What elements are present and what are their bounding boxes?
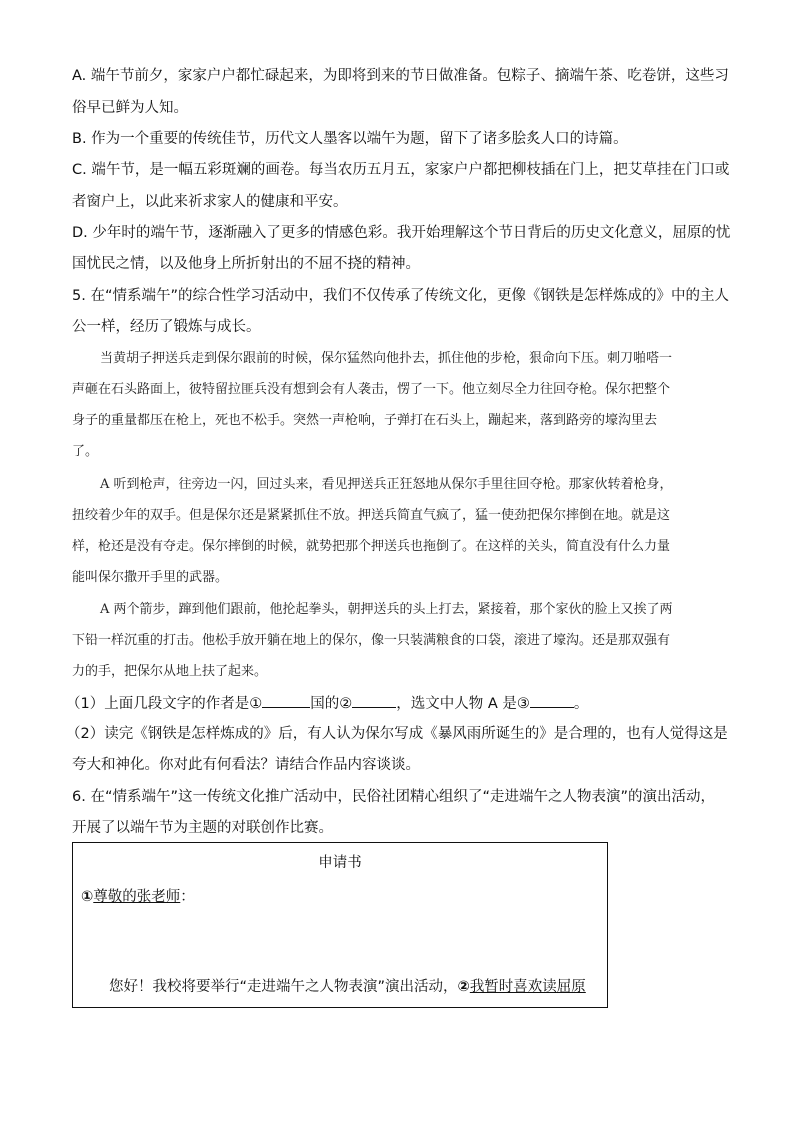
letter-body [109,977,586,997]
application-letter-box [72,842,608,1008]
q5-sub2-line-2: 夸大和神化。你对此有何看法？请结合作品内容谈谈。 [72,757,420,773]
salutation-text: 尊敬的张老师 [93,889,181,905]
q5-sub1-part-c: ，选文中人物 A 是③ [396,696,530,712]
marker-2: ② [457,979,470,995]
q5-sub2-line-1: （2）读完《钢铁是怎样炼成的》后，有人认为保尔写成《暴风雨所诞生的》是合理的，也有人觉得这是 [66,726,728,742]
passage-line-1: 当黄胡子押送兵走到保尔跟前的时候，保尔猛然向他扑去，抓住他的步枪，狠命向下压。刺刀啪嗒一 [100,351,673,366]
letter-salutation [81,887,195,907]
letter-body-part-a: 您好！我校将要举行“走进端午之人物表演”演出活动， [109,979,458,995]
q5-sub1-part-b: 国的② [310,696,353,712]
passage-line-6: 扭绞着少年的双手。但是保尔还是紧紧抓住不放。押送兵简直气疯了，猛一使劲把保尔摔倒在地。就是这 [72,508,671,523]
option-a-line-1: A. 端午节前夕，家家户户都忙碌起来，为即将到来的节日做准备。包粽子、摘端午茶、吃卷饼，这些习 [72,68,729,84]
q6-stem-line-1: 6. 在“情系端午”这一传统文化推广活动中，民俗社团精心组织了“走进端午之人物表演”的演出活动， [72,789,715,805]
q5-stem-line-1: 5. 在“情系端午”的综合性学习活动中，我们不仅传承了传统文化，更像《钢铁是怎样炼成的》中的主人 [72,288,729,304]
q5-sub1 [66,693,588,714]
option-c-line-2: 者窗户上，以此来祈求家人的健康和平安。 [72,194,348,210]
salutation-colon: ： [180,889,195,905]
passage-line-11: 力的手，把保尔从地上扶了起来。 [72,664,268,679]
passage-line-5: A 听到枪声，往旁边一闪，回过头来，看见押送兵正狂怒地从保尔手里往回夺枪。那家伙转着枪身， [100,477,673,492]
q6-stem-line-2: 开展了以端午节为主题的对联创作比赛。 [72,820,333,836]
passage-line-10: 下铅一样沉重的打击。他松手放开躺在地上的保尔，像一只装满粮食的口袋，滚进了壕沟。还是那双强有 [72,633,671,648]
q5-sub1-part-d: 。 [573,696,589,712]
option-b-line-1: B. 作为一个重要的传统佳节，历代文人墨客以端午为题，留下了诸多脍炙人口的诗篇。 [72,131,628,147]
option-d-line-1: D. 少年时的端午节，逐渐融入了更多的情感色彩。我开始理解这个节日背后的历史文化意义，屈原的忧 [72,225,731,241]
passage-line-2: 声砸在石头路面上，彼特留拉匪兵没有想到会有人袭击，愣了一下。他立刻尽全力往回夺枪。保尔把整个 [72,382,671,397]
answer-blank-1[interactable] [262,693,310,708]
answer-blank-3[interactable] [530,693,574,708]
letter-title: 申请书 [318,855,362,871]
option-d-line-2: 国忧民之情，以及他身上所折射出的不屈不挠的精神。 [72,256,420,272]
q5-sub1-part-a: （1）上面几段文字的作者是① [66,696,263,712]
passage-line-3: 身子的重量都压在枪上，死也不松手。突然一声枪响，子弹打在石头上，蹦起来，落到路旁的壕沟里去 [72,413,658,428]
letter-body-part-b: 我暂时喜欢读屈原 [469,979,586,995]
passage-line-9: A 两个箭步，蹿到他们跟前，他抡起拳头，朝押送兵的头上打去，紧接着，那个家伙的脸上又挨了两 [100,602,673,617]
option-c-line-1: C. 端午节，是一幅五彩斑斓的画卷。每当农历五月五，家家户户都把柳枝插在门上，把艾草挂在门口或 [72,162,730,178]
answer-blank-2[interactable] [352,693,396,708]
option-a-line-2: 俗早已鲜为人知。 [72,100,188,116]
marker-1: ① [81,889,94,905]
passage-line-4: 了。 [72,444,99,459]
passage-line-8: 能叫保尔撒开手里的武器。 [72,570,229,585]
q5-stem-line-2: 公一样，经历了锻炼与成长。 [72,319,261,335]
passage-line-7: 样，枪还是没有夺走。保尔摔倒的时候，就势把那个押送兵也拖倒了。在这样的关头，简直没有什么力量 [72,539,671,554]
